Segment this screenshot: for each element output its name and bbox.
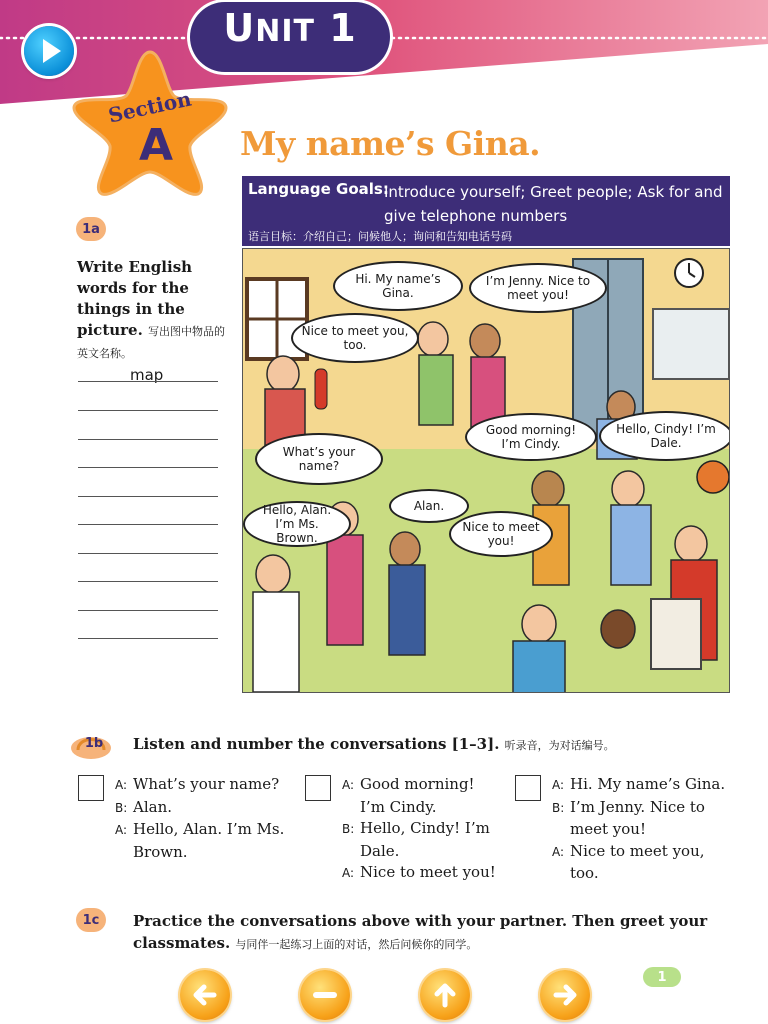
- line-text: Hello, Cindy! I’m: [360, 819, 490, 837]
- goals-chinese: 语言目标：介绍自己；问候他人；询问和告知电话号码: [248, 230, 512, 243]
- speaker: B:: [115, 800, 128, 815]
- conversation-2: [342, 774, 496, 885]
- speech-bubble: Hello, Cindy! I’m Dale.: [599, 411, 730, 461]
- dialogue-line: [552, 797, 725, 820]
- answer-line[interactable]: [78, 496, 218, 497]
- exercise-1b-instruction: [133, 735, 615, 753]
- answer-line[interactable]: [78, 553, 218, 554]
- speech-bubble: Alan.: [389, 489, 469, 523]
- speech-bubble: What’s your name?: [255, 433, 383, 485]
- dialogue-line: [552, 819, 725, 841]
- up-button[interactable]: [420, 970, 470, 1020]
- play-icon: [43, 39, 61, 63]
- speech-bubble: Hi. My name’s Gina.: [333, 261, 463, 311]
- speaker: A:: [552, 844, 565, 859]
- conversation-3: [552, 774, 725, 885]
- speech-bubble: Hello, Alan. I’m Ms. Brown.: [243, 501, 351, 547]
- unit-title-rest: NIT: [255, 14, 315, 49]
- back-button[interactable]: [180, 970, 230, 1020]
- speaker: B:: [342, 822, 355, 836]
- exercise-1c-chinese: 与同伴一起练习上面的对话，然后问候你的同学。: [235, 938, 478, 951]
- dialogue-line: [342, 797, 496, 819]
- section-star: [70, 48, 230, 198]
- back-icon: [190, 980, 220, 1010]
- line-text: Brown.: [133, 842, 188, 861]
- exercise-1c-text: Practice the conversations above with your partner. Then greet your classmates.: [133, 912, 708, 952]
- unit-number: 1: [329, 6, 357, 50]
- language-goals: [242, 176, 730, 246]
- speech-bubble: Nice to meet you!: [449, 511, 553, 557]
- line-text: too.: [570, 864, 599, 882]
- section-letter: A: [138, 120, 174, 171]
- exercise-1c-instruction: [133, 910, 733, 956]
- speaker: A:: [342, 778, 355, 792]
- line-text: Nice to meet you!: [360, 863, 496, 881]
- answer-line[interactable]: [78, 581, 218, 582]
- exercise-1a-text: Write English words for the things in the picture.: [77, 258, 193, 339]
- goals-text: Introduce yourself; Greet people; Ask for and give telephone numbers: [384, 183, 723, 225]
- speaker: A:: [115, 778, 128, 792]
- page-number: 1: [643, 967, 681, 987]
- basketball-icon: [697, 461, 729, 493]
- minus-button[interactable]: [300, 970, 350, 1020]
- speaker: A:: [342, 866, 355, 880]
- line-text: Hello, Alan. I’m Ms.: [133, 820, 285, 838]
- answer-line[interactable]: [78, 467, 218, 468]
- unit-title-first: U: [223, 6, 256, 50]
- dialogue-line: [552, 841, 725, 864]
- exercise-1a-instruction: [77, 257, 227, 364]
- minus-icon: [310, 980, 340, 1010]
- forward-icon: [550, 980, 580, 1010]
- dialogue-line: [115, 797, 284, 820]
- goals-label: Language Goals:: [248, 180, 389, 198]
- exercise-1b-text: Listen and number the conversations [1–3].: [133, 735, 500, 753]
- number-box-1[interactable]: [78, 775, 104, 801]
- speaker: A:: [552, 778, 565, 792]
- line-text: I’m Cindy.: [360, 797, 437, 816]
- line-text: Nice to meet you,: [570, 841, 705, 860]
- dialogue-line: [552, 863, 725, 885]
- answer-line[interactable]: [78, 610, 218, 611]
- answer-line[interactable]: [78, 524, 218, 525]
- answer-line[interactable]: [78, 439, 218, 440]
- line-text: Alan.: [133, 797, 173, 816]
- exercise-badge-1c: 1c: [76, 908, 106, 932]
- dialogue-line: [115, 774, 284, 797]
- line-text: Good morning!: [360, 775, 475, 793]
- exercise-1b-chinese: 听录音，为对话编号。: [504, 739, 615, 752]
- speaker: B:: [552, 800, 565, 815]
- line-text: Hi. My name’s Gina.: [570, 775, 726, 793]
- speech-bubble: Good morning! I’m Cindy.: [465, 413, 597, 461]
- exercise-badge-1a: 1a: [76, 217, 106, 241]
- dialogue-line: [115, 842, 284, 864]
- answer-map: map: [130, 366, 164, 384]
- dialogue-line: [342, 862, 496, 885]
- answer-line[interactable]: [78, 410, 218, 411]
- speech-bubble: I’m Jenny. Nice to meet you!: [469, 263, 607, 313]
- dialogue-line: [115, 819, 284, 842]
- number-box-2[interactable]: [305, 775, 331, 801]
- play-button[interactable]: [24, 26, 74, 76]
- answer-line[interactable]: [78, 638, 218, 639]
- dialogue-line: [552, 774, 725, 797]
- speaker: A:: [115, 823, 128, 837]
- unit-title: [190, 6, 390, 50]
- line-text: meet you!: [570, 820, 646, 838]
- line-text: What’s your name?: [133, 775, 280, 793]
- speech-bubble: Nice to meet you, too.: [291, 313, 419, 363]
- up-icon: [430, 980, 460, 1010]
- classroom-illustration: [242, 248, 730, 693]
- dialogue-line: [342, 774, 496, 797]
- lesson-title: My name’s Gina.: [240, 124, 541, 163]
- line-text: I’m Jenny. Nice to: [570, 797, 705, 816]
- answer-line[interactable]: [78, 381, 218, 382]
- dialogue-line: [342, 841, 496, 863]
- dialogue-line: [342, 818, 496, 841]
- exercise-badge-1b: 1b: [84, 736, 104, 751]
- section-word: Section: [106, 86, 194, 128]
- exercise-1a-chinese: 写出图中物品的英文名称。: [77, 325, 226, 360]
- line-text: Dale.: [360, 841, 400, 860]
- conversation-1: [115, 774, 284, 863]
- forward-button[interactable]: [540, 970, 590, 1020]
- number-box-3[interactable]: [515, 775, 541, 801]
